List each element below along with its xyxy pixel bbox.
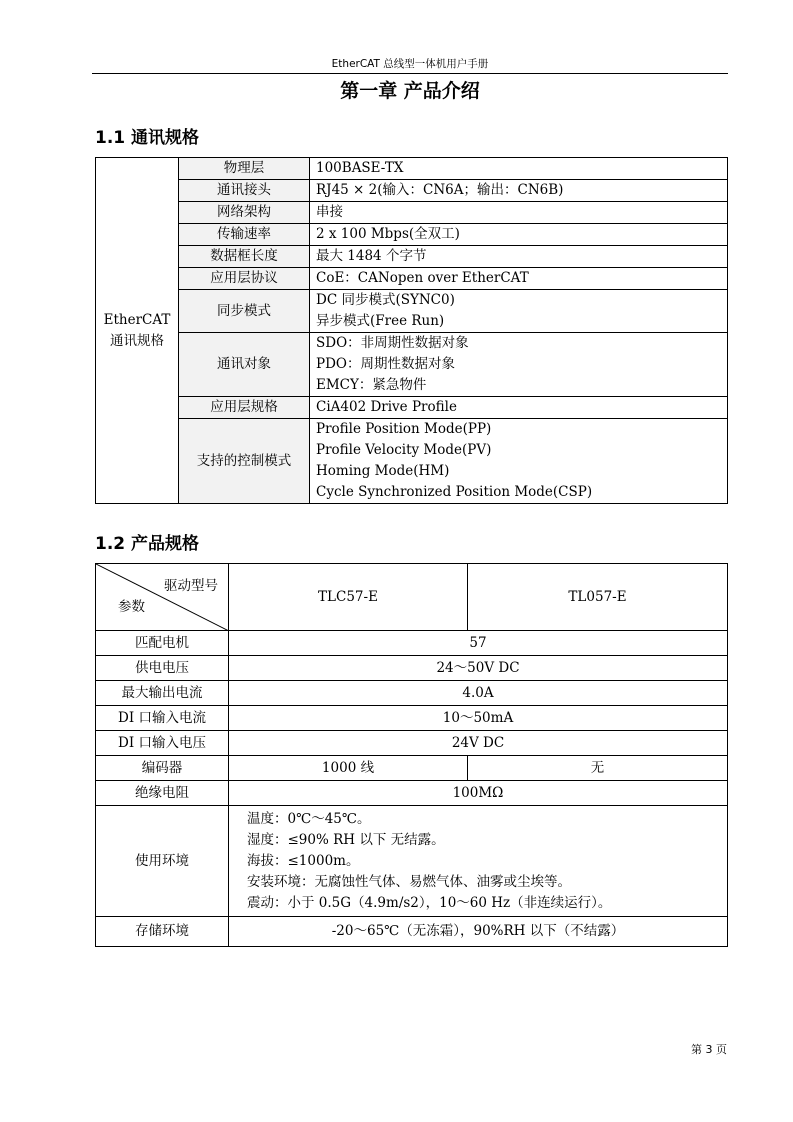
comm-param-value <box>310 246 728 268</box>
comm-group-label <box>96 158 179 504</box>
comm-row <box>96 180 728 202</box>
comm-value-line: 100BASE-TX <box>316 160 404 176</box>
comm-value-line: Profile Position Mode(PP) <box>316 421 492 437</box>
comm-param-value <box>310 290 728 333</box>
row-value-encoder-2: 无 <box>468 756 728 781</box>
comm-param-label: 网络架构 <box>179 202 310 224</box>
comm-row <box>96 202 728 224</box>
row-value-encoder-1: 1000 线 <box>229 756 468 781</box>
chapter-title: 第一章 产品介绍 <box>340 80 480 102</box>
comm-row <box>96 290 728 333</box>
row-label-environment: 使用环境 <box>96 806 229 917</box>
comm-row <box>96 419 728 504</box>
comm-group-label-line: EtherCAT <box>103 311 171 328</box>
comm-row <box>96 268 728 290</box>
comm-value-line: EMCY：紧急物件 <box>316 377 427 393</box>
comm-param-label: 物理层 <box>179 158 310 180</box>
comm-param-value <box>310 202 728 224</box>
comm-param-label: 应用层规格 <box>179 397 310 419</box>
row-value-insulation: 100MΩ <box>229 781 728 806</box>
comm-row <box>96 224 728 246</box>
comm-param-value <box>310 158 728 180</box>
comm-param-label: 通讯接头 <box>179 180 310 202</box>
comm-param-value <box>310 268 728 290</box>
comm-param-value <box>310 224 728 246</box>
env-line: 海拔：≤1000m。 <box>247 852 360 869</box>
comm-group-label-line: 通讯规格 <box>110 332 164 349</box>
comm-value-line: CoE：CANopen over EtherCAT <box>316 270 529 286</box>
row-label-supply: 供电电压 <box>96 656 229 681</box>
model-tl057e: TL057-E <box>468 564 728 631</box>
comm-param-label: 支持的控制模式 <box>179 419 310 504</box>
comm-spec-table <box>95 157 728 504</box>
running-header: EtherCAT 总线型一体机用户手册 <box>331 58 489 70</box>
comm-param-value <box>310 419 728 504</box>
comm-value-line: Homing Mode(HM) <box>316 463 450 479</box>
diagonal-line <box>96 564 229 631</box>
comm-param-label: 数据框长度 <box>179 246 310 268</box>
comm-param-value <box>310 397 728 419</box>
env-line: 湿度：≤90% RH 以下 无结露。 <box>247 831 445 848</box>
comm-value-line: 2 x 100 Mbps(全双工) <box>316 226 460 242</box>
comm-param-value <box>310 333 728 397</box>
comm-value-line: 最大 1484 个字节 <box>316 248 427 264</box>
section-title-product: 1.2 产品规格 <box>95 534 200 554</box>
row-label-max-current: 最大输出电流 <box>96 681 229 706</box>
row-label-di-voltage: DI 口输入电压 <box>96 731 229 756</box>
param-header-label: 参数 <box>118 599 145 615</box>
section-title-comm: 1.1 通讯规格 <box>95 128 200 148</box>
env-line: 温度：0℃～45℃。 <box>247 810 371 827</box>
model-header-label: 驱动型号 <box>164 578 218 594</box>
env-line: 安装环境：无腐蚀性气体、易燃气体、油雾或尘埃等。 <box>247 873 571 890</box>
comm-param-label: 应用层协议 <box>179 268 310 290</box>
model-tlc57e: TLC57-E <box>229 564 468 631</box>
comm-row <box>96 333 728 397</box>
row-label-encoder: 编码器 <box>96 756 229 781</box>
row-value-di-voltage: 24V DC <box>229 731 728 756</box>
page-number: 第 3 页 <box>691 1043 727 1056</box>
row-label-storage: 存储环境 <box>96 917 229 947</box>
comm-value-line: DC 同步模式(SYNC0) <box>316 292 455 308</box>
comm-value-line: CiA402 Drive Profile <box>316 399 457 415</box>
comm-value-line: SDO：非周期性数据对象 <box>316 335 469 351</box>
comm-value-line: PDO：周期性数据对象 <box>316 356 455 372</box>
row-label-insulation: 绝缘电阻 <box>96 781 229 806</box>
comm-value-line: RJ45 × 2(输入：CN6A；输出：CN6B) <box>316 182 564 198</box>
comm-value-line: 异步模式(Free Run) <box>316 313 445 329</box>
comm-param-label: 通讯对象 <box>179 333 310 397</box>
env-line: 震动：小于 0.5G（4.9m/s2），10～60 Hz（非连续运行）。 <box>247 894 612 911</box>
comm-row <box>96 246 728 268</box>
row-value-supply: 24～50V DC <box>229 656 728 681</box>
comm-param-label: 同步模式 <box>179 290 310 333</box>
product-spec-table <box>95 563 728 947</box>
comm-row <box>96 158 728 180</box>
row-value-max-current: 4.0A <box>229 681 728 706</box>
row-value-environment <box>229 806 728 917</box>
diagonal-header-cell <box>96 564 229 631</box>
row-value-storage: -20～65℃（无冻霜），90%RH 以下（不结露） <box>229 917 728 947</box>
row-value-di-current: 10～50mA <box>229 706 728 731</box>
comm-value-line: 串接 <box>316 204 343 220</box>
comm-value-line: Profile Velocity Mode(PV) <box>316 442 492 458</box>
comm-param-label: 传输速率 <box>179 224 310 246</box>
row-label-di-current: DI 口输入电流 <box>96 706 229 731</box>
row-label-motor: 匹配电机 <box>96 631 229 656</box>
comm-param-value <box>310 180 728 202</box>
comm-row <box>96 397 728 419</box>
comm-value-line: Cycle Synchronized Position Mode(CSP) <box>316 484 593 500</box>
row-value-motor: 57 <box>229 631 728 656</box>
header-rule <box>92 73 728 74</box>
